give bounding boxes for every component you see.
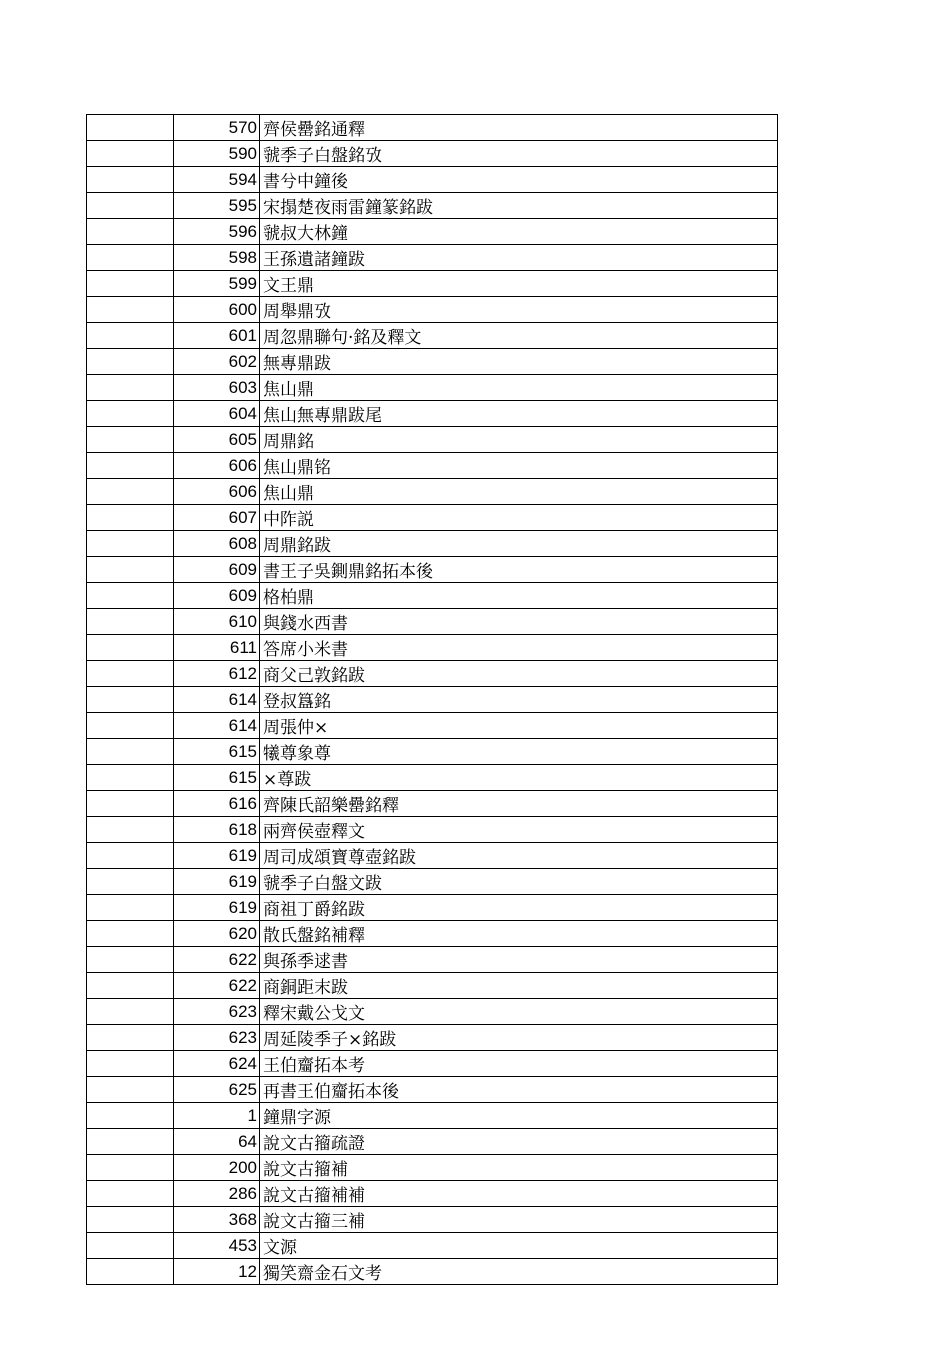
table-row [87,609,778,635]
empty-cell[interactable] [87,635,174,661]
table-row [87,1129,778,1155]
empty-cell[interactable] [87,687,174,713]
table-row [87,193,778,219]
table-row [87,1181,778,1207]
empty-cell[interactable] [87,1233,174,1259]
page-number-cell[interactable]: 607 [174,505,260,531]
title-cell[interactable]: 周鼎銘 [260,427,778,453]
table-body [87,115,778,1285]
title-cell[interactable]: 焦山無專鼎跋尾 [260,401,778,427]
empty-cell[interactable] [87,1181,174,1207]
page-number-cell[interactable]: 618 [174,817,260,843]
page-number-cell[interactable]: 64 [174,1129,260,1155]
title-cell[interactable]: 釋宋戴公戈文 [260,999,778,1025]
table-row [87,427,778,453]
table-row [87,115,778,141]
page-number-cell[interactable]: 12 [174,1259,260,1285]
table-row [87,635,778,661]
table-row [87,557,778,583]
page-number-cell[interactable]: 286 [174,1181,260,1207]
title-cell[interactable]: 中阼説 [260,505,778,531]
title-cell[interactable]: 與孫季逑書 [260,947,778,973]
page-number-cell[interactable]: 610 [174,609,260,635]
title-cell[interactable]: 王孫遺諸鐘跋 [260,245,778,271]
table-row [87,713,778,739]
title-cell[interactable]: 登叔簋銘 [260,687,778,713]
page-number-cell[interactable]: 590 [174,141,260,167]
page-number-cell[interactable]: 619 [174,843,260,869]
empty-cell[interactable] [87,739,174,765]
title-cell[interactable]: 商父己敦銘跋 [260,661,778,687]
table-row [87,1207,778,1233]
empty-cell[interactable] [87,193,174,219]
table-row [87,453,778,479]
table-row [87,219,778,245]
title-cell[interactable]: 王伯齏拓本考 [260,1051,778,1077]
empty-cell[interactable] [87,1155,174,1181]
title-cell[interactable]: 說文古籀疏證 [260,1129,778,1155]
empty-cell[interactable] [87,349,174,375]
page-number-cell[interactable]: 200 [174,1155,260,1181]
page-number-cell[interactable]: 615 [174,739,260,765]
empty-cell[interactable] [87,557,174,583]
empty-cell[interactable] [87,167,174,193]
title-cell[interactable]: 虢季子白盤銘攷 [260,141,778,167]
table-row [87,661,778,687]
page-number-cell[interactable]: 614 [174,687,260,713]
title-cell[interactable]: 宋搨楚夜雨雷鐘篆銘跋 [260,193,778,219]
title-cell[interactable]: 周忽鼎聯句·銘及釋文 [260,323,778,349]
empty-cell[interactable] [87,1259,174,1285]
empty-cell[interactable] [87,479,174,505]
empty-cell[interactable] [87,713,174,739]
empty-cell[interactable] [87,323,174,349]
page-number-cell[interactable]: 622 [174,947,260,973]
page-number-cell[interactable]: 594 [174,167,260,193]
page-number-cell[interactable]: 614 [174,713,260,739]
page-number-cell[interactable]: 619 [174,869,260,895]
empty-cell[interactable] [87,1077,174,1103]
title-cell[interactable]: 周鼎銘跋 [260,531,778,557]
title-cell[interactable]: 兩齊侯壺釋文 [260,817,778,843]
empty-cell[interactable] [87,271,174,297]
table-row [87,375,778,401]
title-cell[interactable]: 文王鼎 [260,271,778,297]
page-number-cell[interactable]: 606 [174,479,260,505]
empty-cell[interactable] [87,1207,174,1233]
empty-cell[interactable] [87,947,174,973]
table-row [87,843,778,869]
empty-cell[interactable] [87,843,174,869]
empty-cell[interactable] [87,115,174,141]
empty-cell[interactable] [87,505,174,531]
title-cell[interactable]: 虢叔大林鐘 [260,219,778,245]
page-number-cell[interactable]: 599 [174,271,260,297]
empty-cell[interactable] [87,245,174,271]
page-number-cell[interactable]: 609 [174,583,260,609]
page-number-cell[interactable]: 606 [174,453,260,479]
page-number-cell[interactable]: 604 [174,401,260,427]
page-number-cell[interactable]: 615 [174,765,260,791]
page-number-cell[interactable]: 625 [174,1077,260,1103]
page-number-cell[interactable]: 605 [174,427,260,453]
empty-cell[interactable] [87,427,174,453]
title-cell[interactable]: 說文古籀三補 [260,1207,778,1233]
table-row [87,583,778,609]
page-number-cell[interactable]: 1 [174,1103,260,1129]
title-cell[interactable]: 格柏鼎 [260,583,778,609]
table-row [87,791,778,817]
page-number-cell[interactable]: 368 [174,1207,260,1233]
empty-cell[interactable] [87,141,174,167]
table-row [87,1051,778,1077]
table-row [87,1233,778,1259]
empty-cell[interactable] [87,219,174,245]
title-cell[interactable]: 周司成頌寶尊壺銘跋 [260,843,778,869]
title-cell[interactable]: ×尊跋 [260,765,778,791]
page-number-cell[interactable]: 570 [174,115,260,141]
title-cell[interactable]: 齊陳氏韶樂罍銘釋 [260,791,778,817]
empty-cell[interactable] [87,401,174,427]
title-cell[interactable]: 商祖丁爵銘跋 [260,895,778,921]
title-cell[interactable]: 焦山鼎 [260,375,778,401]
table-row [87,1077,778,1103]
empty-cell[interactable] [87,1103,174,1129]
title-cell[interactable]: 文源 [260,1233,778,1259]
title-cell[interactable]: 周張仲× [260,713,778,739]
table-row [87,687,778,713]
page-number-cell[interactable]: 624 [174,1051,260,1077]
table-row [87,973,778,999]
table-row [87,297,778,323]
empty-cell[interactable] [87,453,174,479]
empty-cell[interactable] [87,1129,174,1155]
table-row [87,1103,778,1129]
empty-cell[interactable] [87,817,174,843]
table-row [87,895,778,921]
page-number-cell[interactable]: 609 [174,557,260,583]
page-number-cell[interactable]: 601 [174,323,260,349]
page-number-cell[interactable]: 596 [174,219,260,245]
spreadsheet-table [86,114,778,1285]
empty-cell[interactable] [87,661,174,687]
page-number-cell[interactable]: 602 [174,349,260,375]
table-row [87,869,778,895]
page-number-cell[interactable]: 622 [174,973,260,999]
title-cell[interactable]: 商銅距末跋 [260,973,778,999]
page-number-cell[interactable]: 620 [174,921,260,947]
table-row [87,245,778,271]
title-cell[interactable]: 說文古籀補 [260,1155,778,1181]
title-cell[interactable]: 書兮中鐘後 [260,167,778,193]
table-row [87,999,778,1025]
page-number-cell[interactable]: 616 [174,791,260,817]
page-number-cell[interactable]: 453 [174,1233,260,1259]
title-cell[interactable]: 周延陵季子×銘跋 [260,1025,778,1051]
table-row [87,505,778,531]
title-cell[interactable]: 答席小米書 [260,635,778,661]
table-row [87,817,778,843]
table-row [87,323,778,349]
page-number-cell[interactable]: 598 [174,245,260,271]
empty-cell[interactable] [87,375,174,401]
table-row [87,401,778,427]
empty-cell[interactable] [87,1051,174,1077]
table-row [87,1155,778,1181]
empty-cell[interactable] [87,531,174,557]
table-row [87,765,778,791]
title-cell[interactable]: 無專鼎跋 [260,349,778,375]
empty-cell[interactable] [87,583,174,609]
page-number-cell[interactable]: 612 [174,661,260,687]
title-cell[interactable]: 鐘鼎字源 [260,1103,778,1129]
title-cell[interactable]: 齊侯罍銘通釋 [260,115,778,141]
empty-cell[interactable] [87,297,174,323]
table-row [87,947,778,973]
empty-cell[interactable] [87,921,174,947]
title-cell[interactable]: 說文古籀補補 [260,1181,778,1207]
page-number-cell[interactable]: 623 [174,999,260,1025]
page-number-cell[interactable]: 603 [174,375,260,401]
title-cell[interactable]: 獨笑齋金石文考 [260,1259,778,1285]
table-row [87,141,778,167]
empty-cell[interactable] [87,999,174,1025]
empty-cell[interactable] [87,869,174,895]
page-number-cell[interactable]: 623 [174,1025,260,1051]
title-cell[interactable]: 焦山鼎 [260,479,778,505]
table-row [87,479,778,505]
title-cell[interactable]: 與錢水西書 [260,609,778,635]
table-row [87,1259,778,1285]
title-cell[interactable]: 周舉鼎攷 [260,297,778,323]
page-number-cell[interactable]: 595 [174,193,260,219]
page-number-cell[interactable]: 600 [174,297,260,323]
title-cell[interactable]: 散氏盤銘補釋 [260,921,778,947]
page-number-cell[interactable]: 608 [174,531,260,557]
table-row [87,739,778,765]
empty-cell[interactable] [87,791,174,817]
table-row [87,531,778,557]
empty-cell[interactable] [87,1025,174,1051]
title-cell[interactable]: 再書王伯齏拓本後 [260,1077,778,1103]
table-row [87,1025,778,1051]
empty-cell[interactable] [87,973,174,999]
title-cell[interactable]: 虢季子白盤文跋 [260,869,778,895]
title-cell[interactable]: 焦山鼎铭 [260,453,778,479]
empty-cell[interactable] [87,765,174,791]
page-number-cell[interactable]: 619 [174,895,260,921]
table-row [87,271,778,297]
table-row [87,349,778,375]
title-cell[interactable]: 書王子吳鍘鼎銘拓本後 [260,557,778,583]
page-number-cell[interactable]: 611 [174,635,260,661]
table-row [87,167,778,193]
empty-cell[interactable] [87,895,174,921]
title-cell[interactable]: 犧尊象尊 [260,739,778,765]
table-row [87,921,778,947]
empty-cell[interactable] [87,609,174,635]
